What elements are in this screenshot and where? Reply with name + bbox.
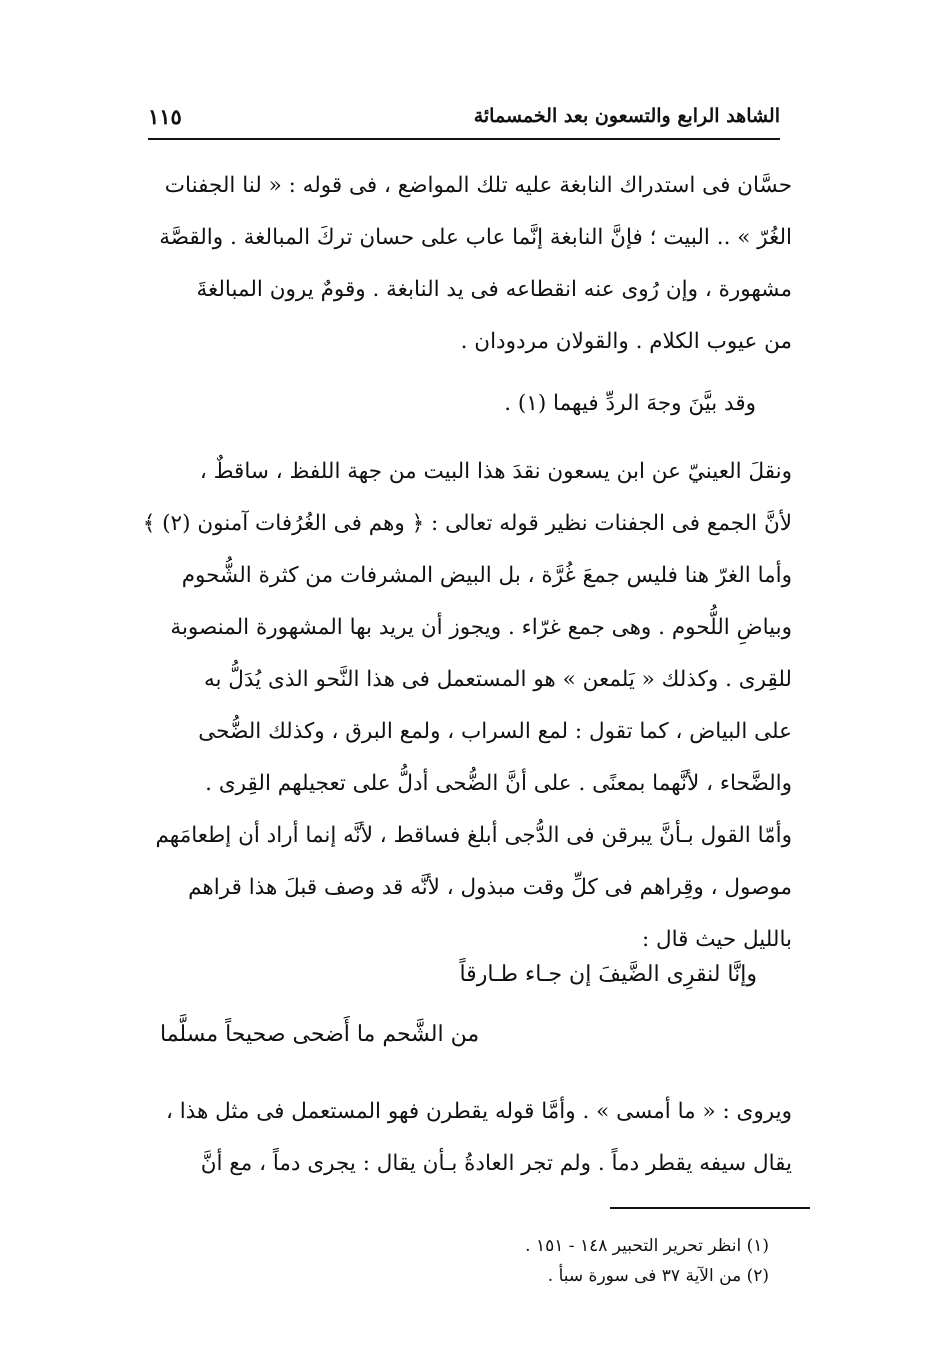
text-line: مشهورة ، وإن رُوى عنه انقطاعه فى يد النابغة . وقومٌ يرون المبالغةَ (196, 277, 792, 302)
text-line: موصول ، وقِراهم فى كلِّ وقت مبذول ، لأنَّه قد وصف قبلَ هذا قراهم (188, 875, 792, 900)
text-line: وبياضِ اللُّحوم . وهى جمع غرّاء . ويجوز أن يريد بها المشهورة المنصوبة (170, 615, 792, 640)
verse-line-2: من الشَّحم ما أَضحى صحيحاً مسلَّما (160, 1022, 480, 1047)
footnote-rule (610, 1207, 810, 1209)
text-line: الغُرّ » .. البيت ؛ فإنَّ النابغة إنَّما عاب على حسان تركَ المبالغة . والقصَّة (159, 225, 792, 250)
text-line: للقِرى . وكذلك « يَلمعن » هو المستعمل فى هذا النَّحو الذى يُدَلُّ به (203, 667, 792, 692)
text-line: ونقلَ العينيّ عن ابن يسعون نقدَ هذا البيت من جهة اللفظ ، ساقطٌ ، (199, 459, 792, 484)
header-rule (148, 138, 780, 140)
text-line: من عيوب الكلام . والقولان مردودان . (460, 329, 792, 354)
text-line: وقد بيَّنَ وجهَ الردِّ فيهما (١) . (504, 391, 756, 416)
text-line: حسَّان فى استدراك النابغة عليه تلك المواضع ، فى قوله : « لنا الجفنات (164, 173, 792, 198)
text-line: ويروى : « ما أمسى » . وأمَّا قوله يقطرن فهو المستعمل فى مثل هذا ، (165, 1099, 792, 1124)
footnote: (١) انظر تحرير التحبير ١٤٨ - ١٥١ . (525, 1236, 769, 1256)
page-number: ١١٥ (148, 103, 182, 129)
footnote: (٢) من الآية ٣٧ فى سورة سبأ . (547, 1266, 769, 1286)
text-line: لأنَّ الجمع فى الجفنات نظير قوله تعالى : ﴿ وهم فى الغُرُفات آمنون (٢) ﴾ (142, 511, 792, 536)
text-line: وأمّا القول بـأنَّ يبرقن فى الدُّجى أبلغ فساقط ، لأنَّه إنما أراد أن إطعامَهم (155, 823, 792, 848)
running-title: الشاهد الرابع والتسعون بعد الخمسمائة (473, 105, 780, 127)
page-header (148, 96, 780, 136)
text-line: والضَّحاء ، لأنَّهما بمعنًى . على أنَّ الضُّحى أدلُّ على تعجيلهم القِرى . (205, 771, 792, 796)
text-line: يقال سيفه يقطر دماً . ولم تجر العادةُ بـأن يقال : يجرى دماً ، مع أنَّ (200, 1151, 792, 1176)
text-line: بالليل حيث قال : (641, 927, 792, 952)
verse-line-1: وإنَّا لنقرِى الضَّيفَ إن جـاء طـارقاً (459, 962, 757, 987)
text-line: على البياض ، كما تقول : لمع السراب ، ولمع البرق ، وكذلك الضُّحى (198, 719, 792, 744)
text-line: وأما الغرّ هنا فليس جمعَ غُرَّة ، بل البيض المشرفات من كثرة الشُّحوم (181, 563, 792, 588)
